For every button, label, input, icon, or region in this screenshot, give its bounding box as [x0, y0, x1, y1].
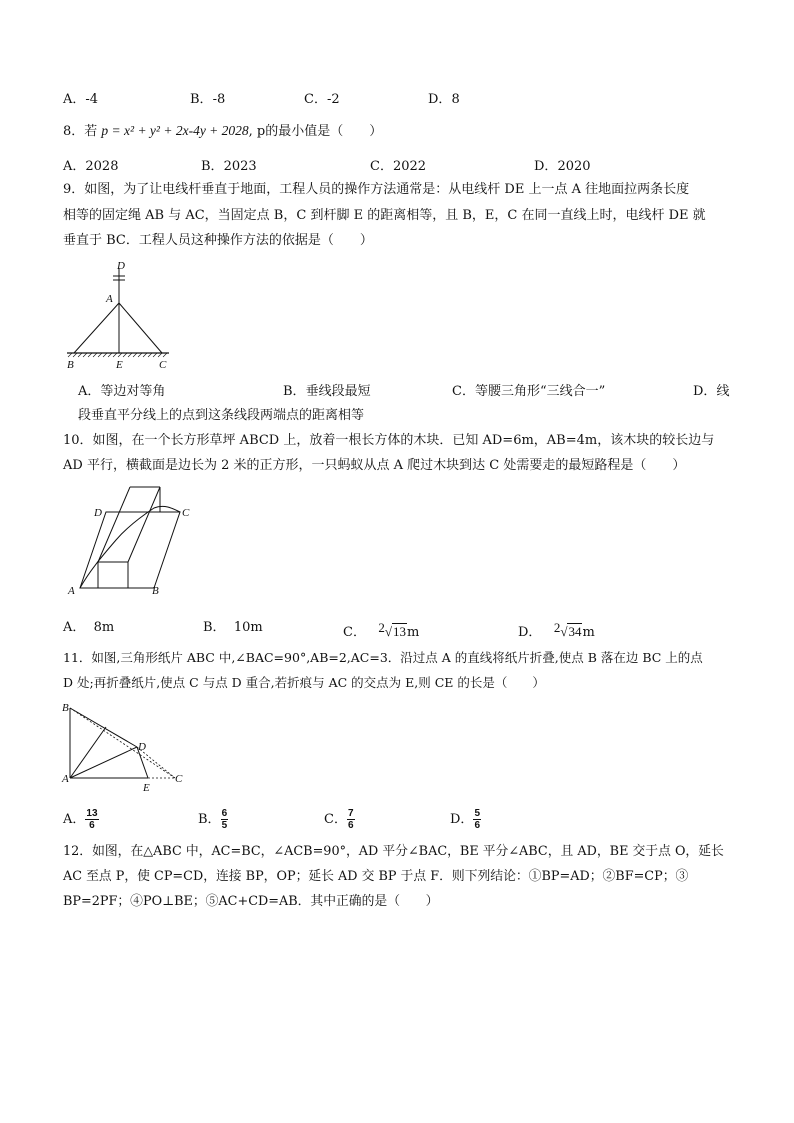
label-c: C — [159, 359, 167, 371]
q10-option-c: C． 2√13m — [343, 620, 420, 640]
q12-stem-line1: 12．如图，在△ABC 中，AC=BC，∠ACB=90°，AD 平分∠BAC，BE 平分∠ABC，且 AD，BE 交于点 O，延长 — [63, 844, 724, 859]
label-d: D — [94, 507, 102, 519]
sqrt-expression: 2√34 — [553, 620, 582, 639]
fold-line-1 — [70, 727, 106, 778]
block-edge-right — [128, 487, 160, 562]
label-d: D — [117, 260, 125, 272]
label-a: A — [68, 585, 75, 597]
q9-stem-line3: 垂直于 BC．工程人员这种操作方法的依据是（ ） — [63, 233, 373, 248]
q8-suffix: , p的最小值是（ ） — [248, 124, 383, 139]
q10-option-d: D． 2√34m — [518, 620, 595, 640]
q9-stem-line2: 相等的固定绳 AB 与 AC，当固定点 B，C 到杆脚 E 的距离相等，且 B，E，C 在同一直线上时，电线杆 DE 就 — [63, 208, 706, 223]
q12-stem-line3: BP=2PF；④PO⊥BE；⑤AC+CD=AB．其中正确的是（ ） — [63, 894, 439, 909]
fraction: $\frac{6}{5}$ — [221, 808, 228, 831]
segment-bd — [70, 708, 137, 747]
q10-option-b: B． 10m — [203, 620, 263, 635]
q8-option-b: B．2023 — [201, 159, 257, 174]
q11-option-c: C． $\frac{7}{6}$ — [324, 808, 354, 831]
fraction: $\frac{5}{6}$ — [474, 808, 480, 831]
ground-hatching — [68, 353, 167, 357]
label-e: E — [143, 782, 150, 794]
rope-ab — [74, 303, 119, 353]
fraction: $\frac{13}{6}$ — [86, 808, 98, 831]
q8-option-a: A．2028 — [63, 159, 119, 174]
q9-option-c: C．等腰三角形“三线合一” — [452, 384, 606, 399]
label-d: D — [138, 741, 146, 753]
q7-option-a: A．-4 — [63, 92, 99, 107]
q11-figure — [60, 700, 190, 795]
label-a: A — [62, 773, 69, 785]
q10-figure — [62, 482, 202, 600]
q8-number: 8．若 — [63, 124, 98, 139]
q11-option-b: B． $\frac{6}{5}$ — [198, 808, 228, 831]
q11-option-a: A． $\frac{13}{6}$ — [63, 808, 98, 831]
q7-option-c: C．-2 — [304, 92, 340, 107]
q9-option-d-continued: 段垂直平分线上的点到这条线段两端点的距离相等 — [78, 408, 365, 423]
q8-stem — [63, 121, 382, 142]
label-b: B — [67, 359, 74, 371]
q8-formula: p = x² + y² + 2x-4y + 2028 — [101, 123, 249, 138]
q12-stem-line2: AC 至点 P，使 CP=CD，连接 BP，OP；延长 AD 交 BP 于点 F．则下列结论：①BP=AD；②BF=CP；③ — [63, 869, 689, 884]
segment-ad — [70, 747, 137, 778]
lawn-abcd — [80, 512, 180, 588]
label-c: C — [175, 773, 183, 785]
q11-stem-line1: 11．如图,三角形纸片 ABC 中,∠BAC=90°,AB=2,AC=3．沿过点 A 的直线将纸片折叠,使点 B 落在边 BC 上的点 — [63, 650, 703, 665]
q10-option-a: A． 8m — [63, 620, 115, 635]
q9-option-b: B．垂线段最短 — [283, 384, 371, 399]
rope-ac — [119, 303, 162, 353]
q7-option-d: D．8 — [428, 92, 460, 107]
q8-option-d: D．2020 — [534, 159, 591, 174]
q11-option-d: D． $\frac{5}{6}$ — [450, 808, 480, 831]
q7-option-b: B．-8 — [190, 92, 226, 107]
label-c: C — [182, 507, 190, 519]
q11-stem-line2: D 处;再折叠纸片,使点 C 与点 D 重合,若折痕与 AC 的交点为 E,则 CE 的长是（ ） — [63, 675, 545, 690]
q9-option-a: A．等边对等角 — [78, 384, 166, 399]
fraction: $\frac{7}{6}$ — [347, 808, 354, 831]
q9-option-d: D．线 — [693, 384, 730, 399]
q9-figure — [62, 258, 172, 373]
dashed-bc — [70, 708, 175, 778]
block-edge-left — [98, 487, 130, 562]
sqrt-expression: 2√13 — [378, 620, 406, 639]
label-b: B — [62, 702, 69, 714]
label-a: A — [106, 293, 113, 305]
q10-stem-line1: 10．如图，在一个长方形草坪 ABCD 上，放着一根长方体的木块．已知 AD=6m，AB=4m，该木块的较长边与 — [63, 433, 715, 448]
label-e: E — [116, 359, 123, 371]
q9-stem-line1: 9．如图，为了让电线杆垂直于地面，工程人员的操作方法通常是：从电线杆 DE 上一点 A 往地面拉两条长度 — [63, 182, 690, 197]
q10-stem-line2: AD 平行，横截面是边长为 2 米的正方形，一只蚂蚁从点 A 爬过木块到达 C 处需要走的最短路程是（ ） — [63, 458, 686, 473]
label-b: B — [152, 585, 159, 597]
block-front-face — [98, 562, 128, 588]
q8-option-c: C．2022 — [370, 159, 427, 174]
